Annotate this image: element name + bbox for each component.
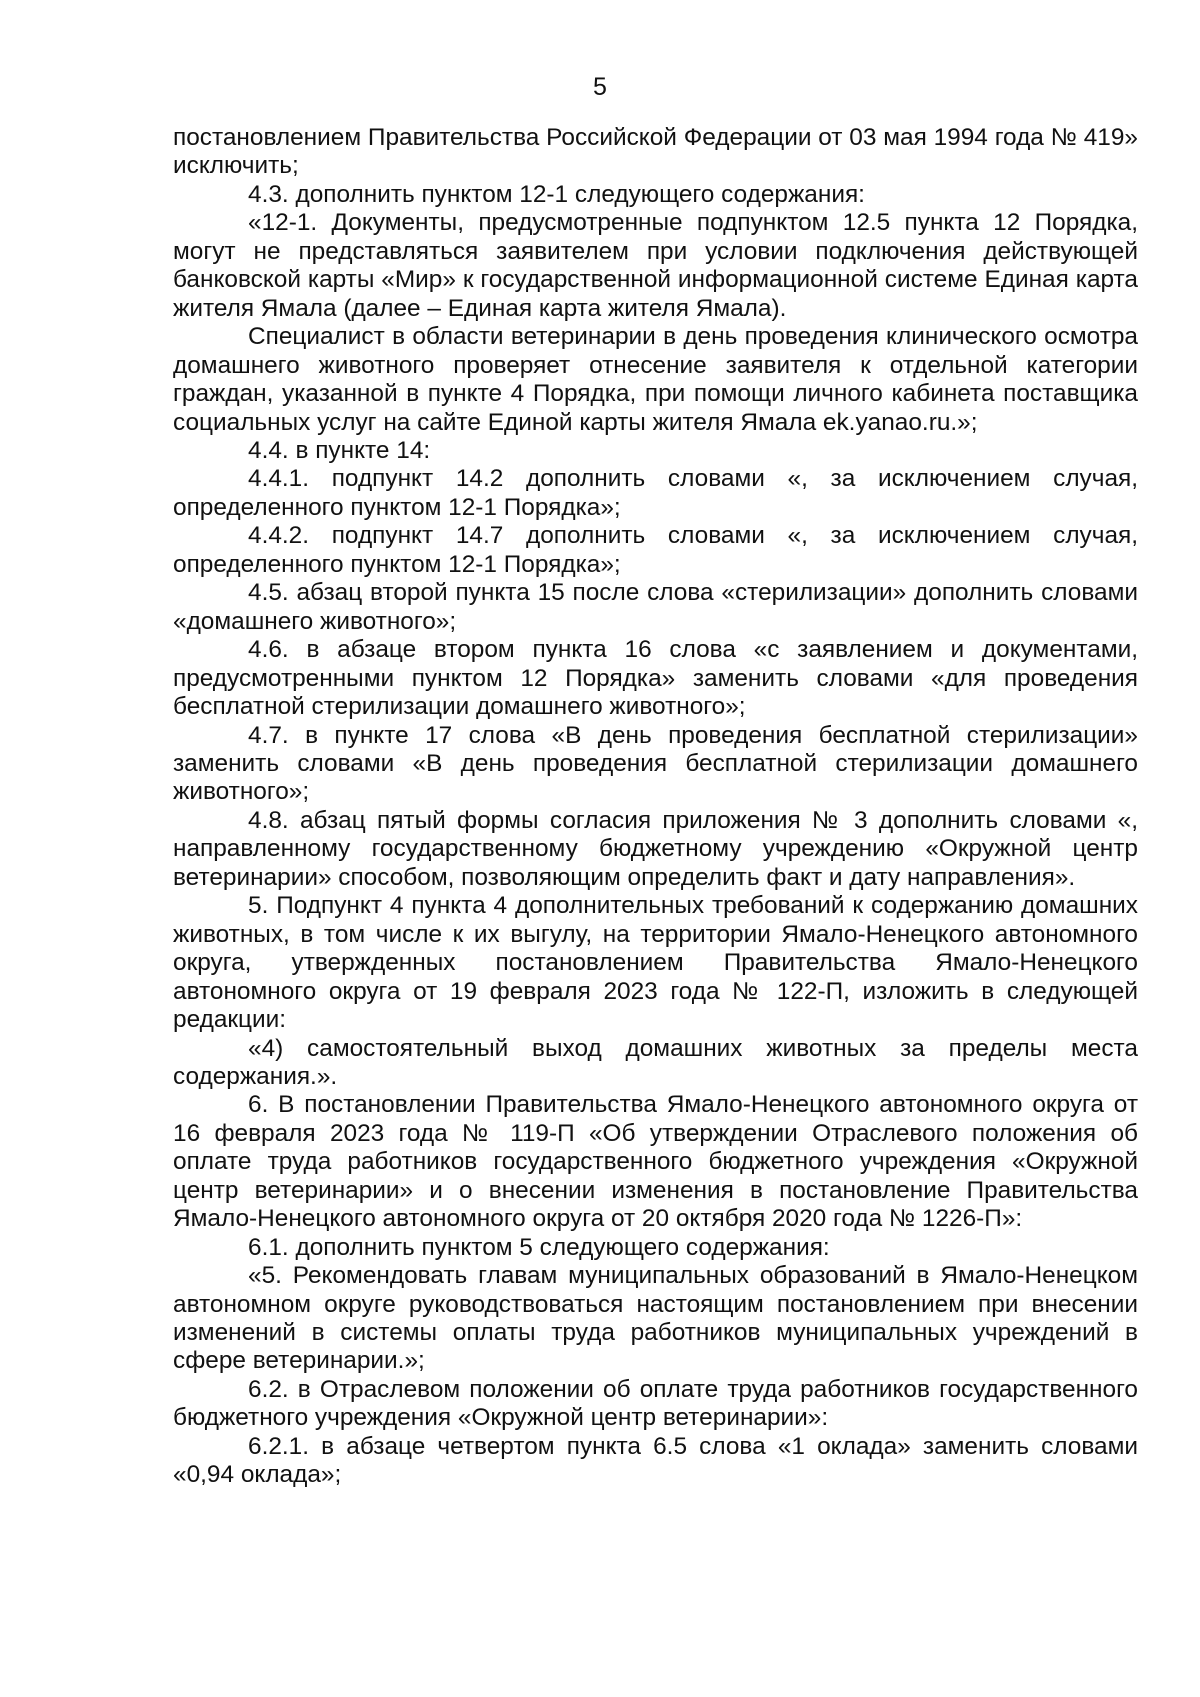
- paragraph-5-quote: «4) самостоятельный выход домашних животных за пределы места содержания.».: [173, 1034, 1138, 1090]
- paragraph-4-6: 4.6. в абзаце втором пункта 16 слова «с заявлением и документами, предусмотренными пунктом 12 Порядка» заменить словами «для проведения бесплатной стерилизации домашнего животного»;: [173, 636, 1138, 721]
- document-body: [173, 124, 1138, 1490]
- paragraph-6: 6. В постановлении Правительства Ямало-Ненецкого автономного округа от 16 февраля 2023 года № 119-П «Об утверждении Отраслевого положения об оплате труда работников государственного бюджетного учреждения «Окружной центр ветеринарии» и о внесении изменения в постановление Правительства Ямало-Ненецкого автономного округа от 20 октября 2020 года № 1226-П»:: [173, 1091, 1138, 1233]
- paragraph-4-4-1: 4.4.1. подпункт 14.2 дополнить словами «, за исключением случая, определенного пунктом 12-1 Порядка»;: [173, 465, 1138, 521]
- paragraph-4-8: 4.8. абзац пятый формы согласия приложения № 3 дополнить словами «, направленному государственному бюджетному учреждению «Окружной центр ветеринарии» способом, позволяющим определить факт и дату направления».: [173, 806, 1138, 891]
- paragraph-6-1: 6.1. дополнить пунктом 5 следующего содержания:: [248, 1233, 830, 1261]
- paragraph-4-3: 4.3. дополнить пунктом 12-1 следующего содержания:: [248, 180, 865, 208]
- paragraph-6-2-1: 6.2.1. в абзаце четвертом пункта 6.5 слова «1 оклада» заменить словами «0,94 оклада»;: [173, 1432, 1138, 1489]
- paragraph-4-5: 4.5. абзац второй пункта 15 после слова «стерилизации» дополнить словами «домашнего животного»;: [173, 579, 1138, 635]
- paragraph-6-2: 6.2. в Отраслевом положении об оплате труда работников государственного бюджетного учреждения «Окружной центр ветеринарии»:: [173, 1375, 1138, 1432]
- paragraph-4-4: 4.4. в пункте 14:: [248, 436, 431, 464]
- paragraph-4-4-2: 4.4.2. подпункт 14.7 дополнить словами «, за исключением случая, определенного пунктом 12-1 Порядка»;: [173, 522, 1138, 578]
- paragraph-continuation: постановлением Правительства Российской Федерации от 03 мая 1994 года № 419» исключить;: [173, 124, 1138, 180]
- paragraph-12-1-quote: «12-1. Документы, предусмотренные подпунктом 12.5 пункта 12 Порядка, могут не представляться заявителем при условии подключения действующей банковской карты «Мир» к государственной информационной системе Единая карта жителя Ямала (далее – Единая карта жителя Ямала).: [173, 209, 1138, 322]
- paragraph-5: 5. Подпункт 4 пункта 4 дополнительных требований к содержанию домашних животных, в том числе к их выгулу, на территории Ямало-Ненецкого автономного округа, утвержденных постановлением Правительства Ямало-Ненецкого автономного округа от 19 февраля 2023 года № 122-П, изложить в следующей редакции:: [173, 892, 1138, 1034]
- paragraph-specialist: Специалист в области ветеринарии в день проведения клинического осмотра домашнего животного проверяет отнесение заявителя к отдельной категории граждан, указанной в пункте 4 Порядка, при помощи личного кабинета поставщика социальных услуг на сайте Единой карты жителя Ямала ek.yanao.ru.»;: [173, 323, 1138, 436]
- paragraph-4-7: 4.7. в пункте 17 слова «В день проведения бесплатной стерилизации» заменить словами «В день проведения бесплатной стерилизации домашнего животного»;: [173, 721, 1138, 806]
- page-number: 5: [593, 73, 607, 101]
- paragraph-6-1-quote: «5. Рекомендовать главам муниципальных образований в Ямало-Ненецком автономном округе руководствоваться настоящим постановлением при внесении изменений в системы оплаты труда работников муниципальных учреждений в сфере ветеринарии.»;: [173, 1262, 1138, 1375]
